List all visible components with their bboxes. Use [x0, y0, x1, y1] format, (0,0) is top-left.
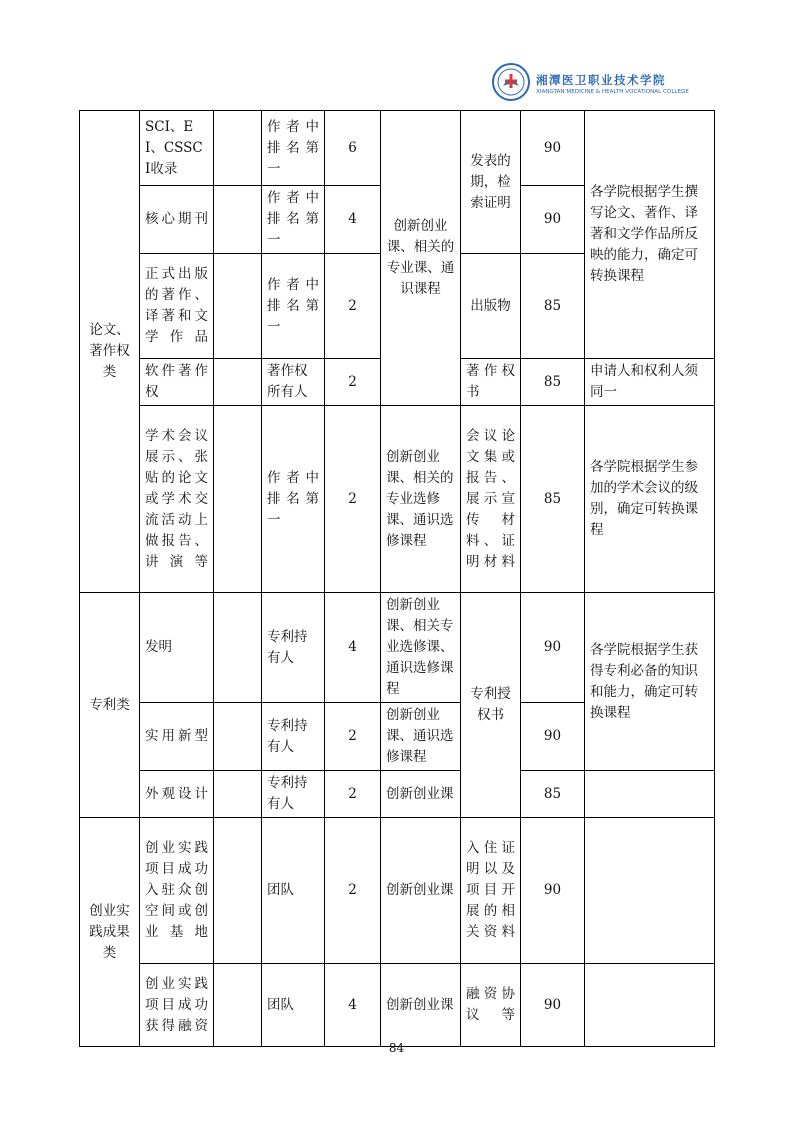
credit-cell: 2: [325, 703, 381, 771]
evidence-cell: 专利授权书: [461, 593, 521, 818]
credit-cell: 6: [325, 111, 381, 186]
evidence-cell: 入住证明以及项目开展的相关资料: [461, 818, 521, 964]
item-name: 创业实践项目成功入驻众创空间或创业基地: [140, 818, 214, 964]
course-cell: 创新创业课: [381, 964, 461, 1047]
role-cell: 专利持有人: [262, 593, 325, 703]
item-name: 外观设计: [140, 771, 214, 818]
role-cell: 著作权所有人: [262, 359, 325, 406]
table-row: [80, 406, 715, 593]
blank-cell: [214, 254, 262, 359]
blank-cell: [585, 818, 715, 964]
credit-cell: 2: [325, 254, 381, 359]
blank-cell: [214, 406, 262, 593]
item-name: 软件著作权: [140, 359, 214, 406]
role-cell: 作者中排名第一: [262, 254, 325, 359]
score-cell: 85: [521, 254, 585, 359]
score-cell: 90: [521, 964, 585, 1047]
score-cell: 90: [521, 703, 585, 771]
note-cell: 各学院根据学生参加的学术会议的级别，确定可转换课程: [585, 406, 715, 593]
credit-cell: 2: [325, 818, 381, 964]
table-row: [80, 964, 715, 1047]
college-logo: [492, 63, 689, 105]
table-row: [80, 593, 715, 703]
blank-cell: [585, 964, 715, 1047]
course-cell: 创新创业课、相关专业选修课、通识选修课程: [381, 593, 461, 703]
score-cell: 85: [521, 771, 585, 818]
credit-cell: 2: [325, 359, 381, 406]
role-cell: 作者中排名第一: [262, 406, 325, 593]
blank-cell: [214, 703, 262, 771]
item-name: 核心期刊: [140, 186, 214, 254]
credit-conversion-table: [79, 110, 715, 1047]
evidence-cell: 著作权书: [461, 359, 521, 406]
score-cell: 90: [521, 111, 585, 186]
blank-cell: [585, 771, 715, 818]
credit-cell: 4: [325, 593, 381, 703]
table-row: [80, 818, 715, 964]
item-name: 创业实践项目成功获得融资: [140, 964, 214, 1047]
score-cell: 85: [521, 359, 585, 406]
blank-cell: [214, 818, 262, 964]
course-cell: 创新创业课: [381, 818, 461, 964]
blank-cell: [214, 771, 262, 818]
credit-cell: 4: [325, 964, 381, 1047]
note-cell: 各学院根据学生获得专利必备的知识和能力，确定可转换课程: [585, 593, 715, 771]
role-cell: 专利持有人: [262, 703, 325, 771]
group-label: 专利类: [80, 593, 140, 818]
table-row: [80, 111, 715, 186]
role-cell: 作者中排名第一: [262, 186, 325, 254]
credit-cell: 2: [325, 771, 381, 818]
blank-cell: [214, 186, 262, 254]
evidence-cell: 融资协议等: [461, 964, 521, 1047]
item-name: 实用新型: [140, 703, 214, 771]
score-cell: 90: [521, 186, 585, 254]
role-cell: 团队: [262, 964, 325, 1047]
evidence-cell: 出版物: [461, 254, 521, 359]
blank-cell: [214, 593, 262, 703]
role-cell: 团队: [262, 818, 325, 964]
blank-cell: [214, 359, 262, 406]
item-name: SCI、EI、CSSCI收录: [140, 111, 214, 186]
item-name: 学术会议展示、张贴的论文或学术交流活动上做报告、讲演等: [140, 406, 214, 593]
course-cell: 创新创业课、相关的专业课、通识课程: [381, 111, 461, 406]
evidence-cell: 会议论文集或报告、展示宣传材料、证明材料: [461, 406, 521, 593]
page-number: 84: [388, 1041, 405, 1055]
role-cell: 作者中排名第一: [262, 111, 325, 186]
college-seal-icon: [492, 63, 530, 101]
score-cell: 85: [521, 406, 585, 593]
group-label: 创业实践成果类: [80, 818, 140, 1047]
note-cell: 各学院根据学生撰写论文、著作、译著和文学作品所反映的能力，确定可转换课程: [585, 111, 715, 359]
note-cell: 申请人和权利人须同一: [585, 359, 715, 406]
role-cell: 专利持有人: [262, 771, 325, 818]
course-cell: 创新创业课: [381, 771, 461, 818]
table-row: [80, 771, 715, 818]
group-label: 论文、著作权类: [80, 111, 140, 593]
credit-cell: 4: [325, 186, 381, 254]
college-name: 湘潭医卫职业技术学院: [536, 73, 666, 87]
course-cell: 创新创业课、相关的专业选修课、通识选修课程: [381, 406, 461, 593]
course-cell: 创新创业课、通识选修课程: [381, 703, 461, 771]
blank-cell: [214, 111, 262, 186]
score-cell: 90: [521, 818, 585, 964]
item-name: 正式出版的著作、译著和文学作品: [140, 254, 214, 359]
credit-cell: 2: [325, 406, 381, 593]
score-cell: 90: [521, 593, 585, 703]
college-name-english: XIANGTAN MEDICINE & HEALTH VOCATIONAL COLLEGE: [536, 89, 689, 95]
item-name: 发明: [140, 593, 214, 703]
blank-cell: [214, 964, 262, 1047]
evidence-cell: 发表的期，检索证明: [461, 111, 521, 254]
